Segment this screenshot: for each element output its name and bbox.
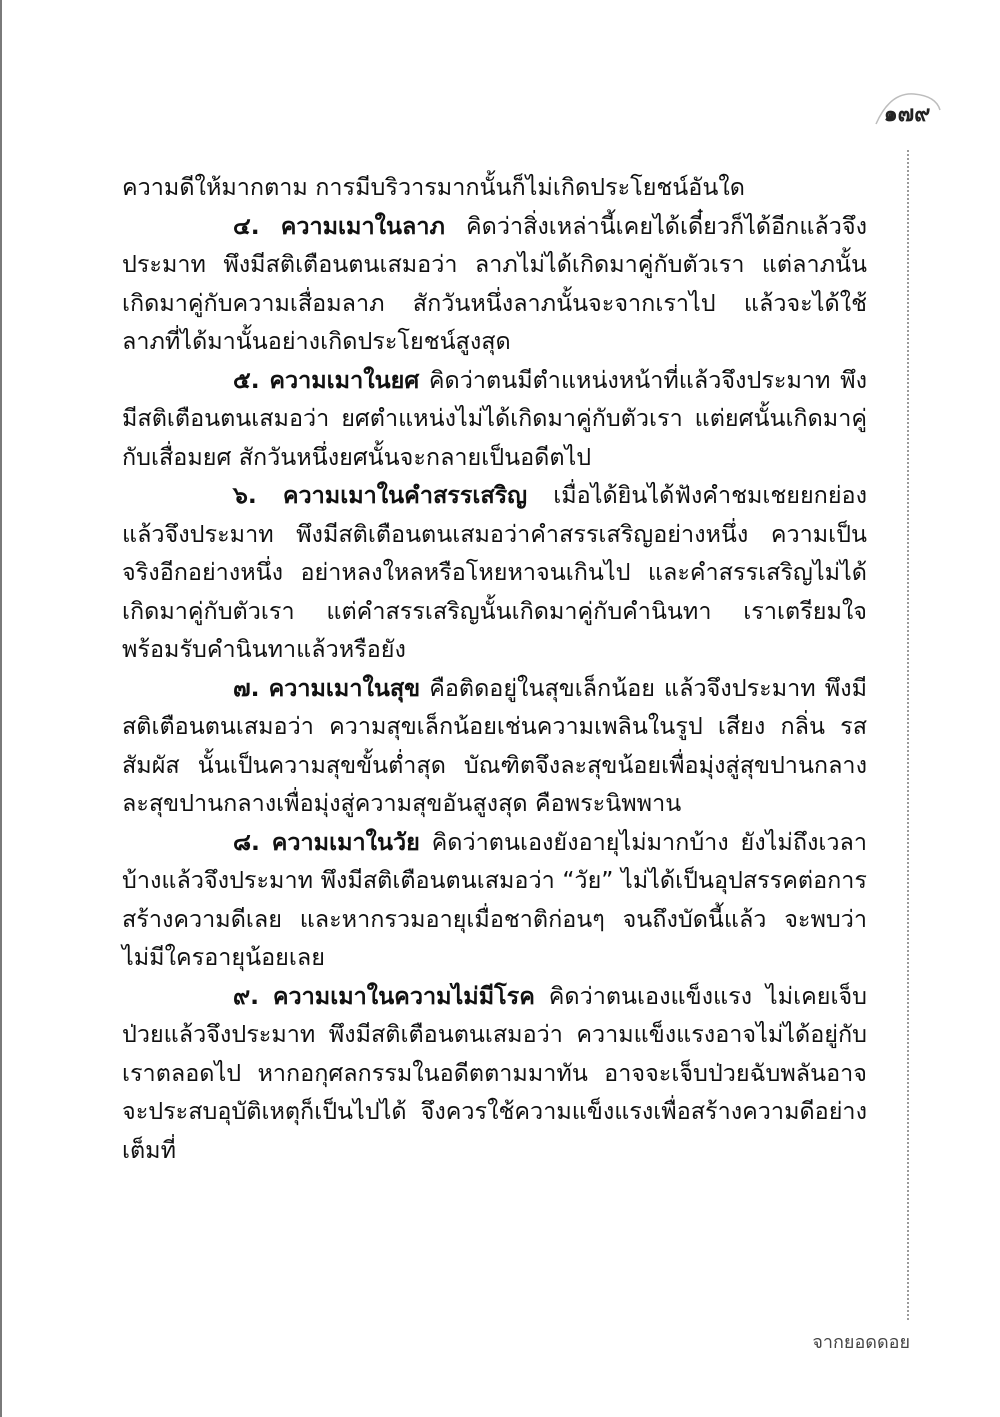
paragraph-item-8 xyxy=(122,823,867,977)
page-number: ๑๗๙ xyxy=(883,102,931,127)
item-text: คิดว่าตนเองแข็งแรง ไม่เคยเจ็บป่วยแล้วจึงประมาท พึงมีสติเตือนตนเสมอว่า ความแข็งแรงอาจไม่ได้อยู่กับเราตลอดไป หากอกุศลกรรมในอดีตตามมาทัน อาจจะเจ็บป่วยฉับพลันอาจจะประสบอุบัติเหตุก็เป็นไปได้ จึงควรใช้ความแข็งแรงเพื่อสร้างความดีอย่างเต็มที่ xyxy=(122,981,867,1164)
item-number: ๗. xyxy=(233,673,260,702)
item-number: ๙. xyxy=(233,981,260,1010)
item-heading: ความเมาในยศ xyxy=(269,365,420,394)
page-number-badge xyxy=(870,90,944,130)
running-footer: จากยอดดอย xyxy=(812,1332,910,1353)
item-text: คิดว่าตนมีตำแหน่งหน้าที่แล้วจึงประมาท พึงมีสติเตือนตนเสมอว่า ยศตำแหน่งไม่ได้เกิดมาคู่กับตัวเรา แต่ยศนั้นเกิดมาคู่กับเสื่อมยศ สักวันหนึ่งยศนั้นจะกลายเป็นอดีตไป xyxy=(122,365,867,471)
item-heading: ความเมาในคำสรรเสริญ xyxy=(282,481,528,509)
item-number: ๔. xyxy=(233,211,260,240)
paragraph-item-4 xyxy=(122,207,867,361)
paragraph-item-9 xyxy=(122,977,867,1170)
paragraph-text: ความดีให้มากตาม การมีบริวารมากนั้นก็ไม่เกิดประโยชน์อันใด xyxy=(122,173,745,201)
item-heading: ความเมาในความไม่มีโรค xyxy=(272,981,535,1010)
paragraph-item-5 xyxy=(122,361,867,477)
item-heading: ความเมาในสุข xyxy=(268,673,421,702)
item-text: คิดว่าสิ่งเหล่านี้เคยได้เดี๋ยวก็ได้อีกแล้วจึงประมาท พึงมีสติเตือนตนเสมอว่า ลาภไม่ได้เกิดมาคู่กับตัวเรา แต่ลาภนั้นเกิดมาคู่กับความเสื่อมลาภ สักวันหนึ่งลาภนั้นจะจากเราไป แล้วจะได้ใช้ลาภที่ได้มานั้นอย่างเกิดประโยชน์สูงสุด xyxy=(122,211,867,355)
item-heading: ความเมาในวัย xyxy=(271,827,420,856)
item-number: ๖. xyxy=(233,481,257,509)
page-left-edge xyxy=(0,0,2,1417)
body-text xyxy=(122,168,867,1169)
item-heading: ความเมาในลาภ xyxy=(280,211,445,240)
item-text: คือติดอยู่ในสุขเล็กน้อย แล้วจึงประมาท พึงมีสติเตือนตนเสมอว่า ความสุขเล็กน้อยเช่นความเพลินในรูป เสียง กลิ่น รส สัมผัส นั้นเป็นความสุขขั้นต่ำสุด บัณฑิตจึงละสุขน้อยเพื่อมุ่งสู่สุขปานกลาง ละสุขปานกลางเพื่อมุ่งสู่ความสุขอันสูงสุด คือพระนิพพาน xyxy=(122,673,868,817)
item-text: คิดว่าตนเองยังอายุไม่มากบ้าง ยังไม่ถึงเวลาบ้างแล้วจึงประมาท พึงมีสติเตือนตนเสมอว่า “วัย” ไม่ได้เป็นอุปสรรคต่อการสร้างความดีเลย และหากรวมอายุเมื่อชาติก่อนๆ จนถึงบัดนี้แล้ว จะพบว่าไม่มีใครอายุน้อยเลย xyxy=(122,827,867,971)
item-number: ๘. xyxy=(233,827,260,856)
paragraph-continuation xyxy=(122,168,867,207)
margin-dotted-rule xyxy=(907,150,909,1320)
paragraph-item-6 xyxy=(122,476,867,669)
paragraph-item-7 xyxy=(122,669,867,823)
item-number: ๕. xyxy=(233,365,260,394)
item-text: เมื่อได้ยินได้ฟังคำชมเชยยกย่องแล้วจึงประมาท พึงมีสติเตือนตนเสมอว่าคำสรรเสริญอย่างหนึ่ง ความเป็นจริงอีกอย่างหนึ่ง อย่าหลงใหลหรือโหยหาจนเกินไป และคำสรรเสริญไม่ได้เกิดมาคู่กับตัวเรา แต่คำสรรเสริญนั้นเกิดมาคู่กับคำนินทา เราเตรียมใจพร้อมรับคำนินทาแล้วหรือยัง xyxy=(122,481,867,663)
